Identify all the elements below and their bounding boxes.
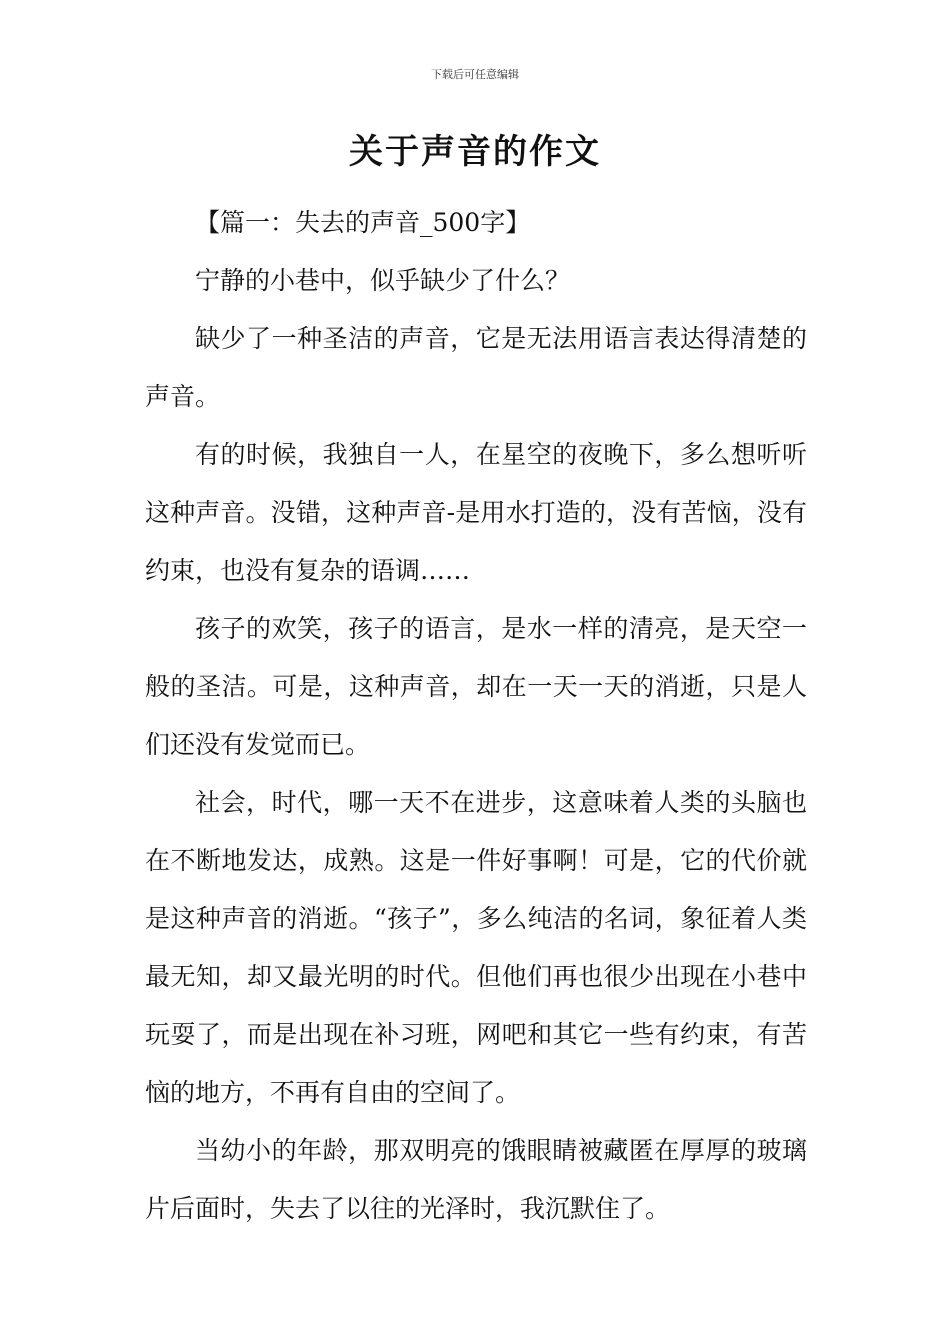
paragraph: 缺少了一种圣洁的声音，它是无法用语言表达得清楚的声音。: [145, 324, 807, 411]
document-body: [145, 194, 807, 1238]
section-heading: 【篇一：失去的声音_500字】: [195, 208, 531, 237]
page-header-note: 下载后可任意编辑: [431, 68, 519, 81]
paragraph: 宁静的小巷中，似乎缺少了什么？: [195, 266, 571, 295]
paragraph: 孩子的欢笑，孩子的语言，是水一样的清亮，是天空一般的圣洁。可是，这种声音，却在一天一天的消逝，只是人们还没有发觉而已。: [145, 614, 807, 759]
paragraph: 社会，时代，哪一天不在进步，这意味着人类的头脑也在不断地发达，成熟。这是一件好事啊！可是，它的代价就是这种声音的消逝。“孩子”，多么纯洁的名词，象征着人类最无知，却又最光明的时代。但他们再也很少出现在小巷中玩耍了，而是出现在补习班，网吧和其它一些有约束，有苦恼的地方，不再有自由的空间了。: [145, 788, 807, 1107]
document-title: 关于声音的作文: [349, 132, 601, 172]
paragraph: 有的时候，我独自一人，在星空的夜晚下，多么想听听这种声音。没错，这种声音-是用水打造的，没有苦恼，没有约束，也没有复杂的语调……: [145, 440, 807, 585]
paragraph: 当幼小的年龄，那双明亮的饿眼睛被藏匿在厚厚的玻璃片后面时，失去了以往的光泽时，我沉默住了。: [145, 1136, 807, 1223]
